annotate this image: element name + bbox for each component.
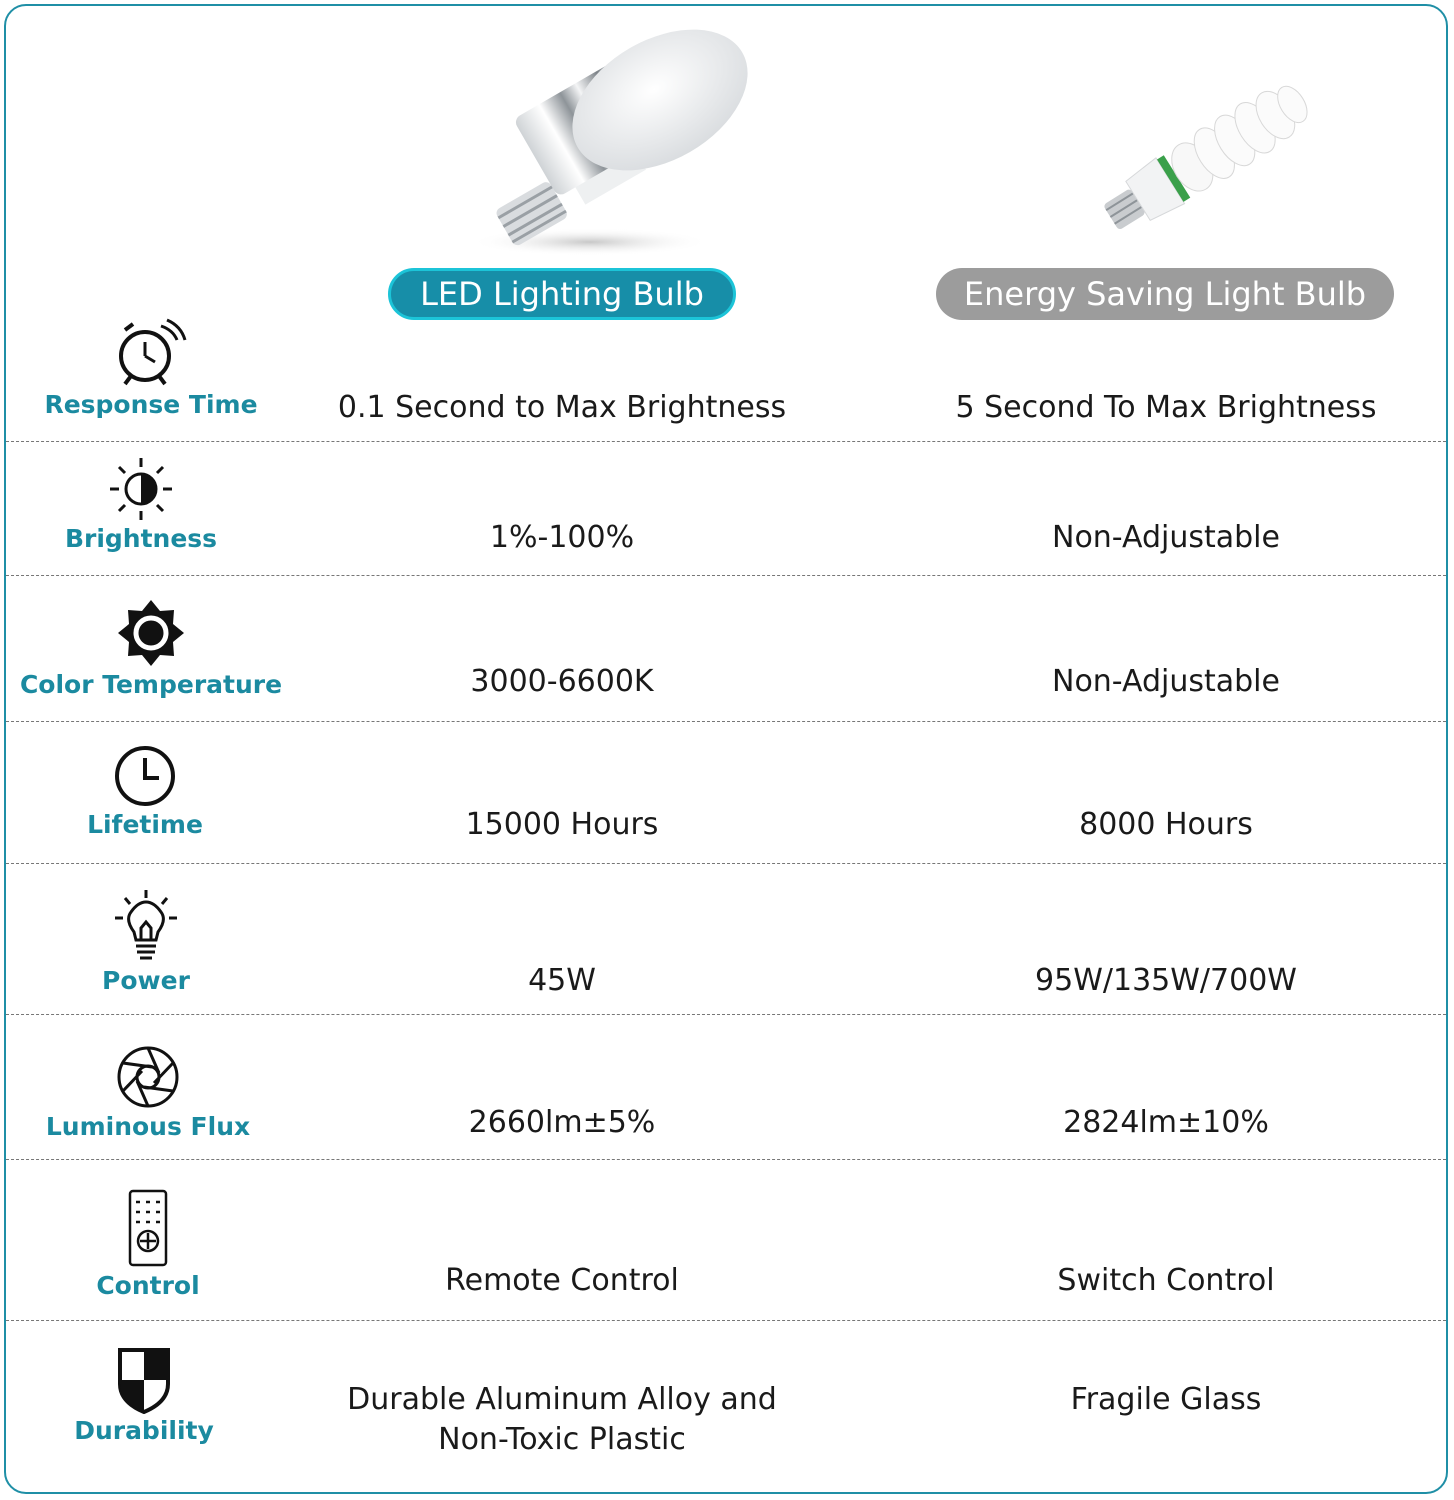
feature-color-temperature [6,598,296,699]
feature-label: Power [102,966,190,995]
feature-response-time [6,318,296,419]
feature-lifetime [0,744,290,839]
led-value: 45W [528,963,596,998]
feature-control [3,1189,293,1300]
led-bulb-image [470,10,760,260]
brightness-icon [106,456,176,522]
feature-label: Lifetime [87,810,203,839]
led-value: 0.1 Second to Max Brightness [337,390,787,425]
esl-value: Non-Adjustable [1052,520,1280,555]
led-value: Durable Aluminum Alloy and Non-Toxic Plastic [347,1382,777,1457]
feature-power [1,888,291,995]
row-divider [6,863,1446,864]
feature-label: Durability [74,1416,214,1445]
alarm-clock-icon [111,318,191,388]
led-value: 1%-100% [489,520,635,555]
row-divider [6,1320,1446,1321]
shield-icon [116,1348,172,1414]
led-value: 2660lm±5% [468,1105,656,1140]
feature-brightness [0,456,286,553]
clock-icon [113,744,177,808]
row-divider [6,1014,1446,1015]
row-divider [6,575,1446,576]
remote-control-icon [123,1189,173,1269]
feature-label: Brightness [64,524,218,553]
led-value: 3000-6600K [470,664,654,699]
esl-value: 5 Second To Max Brightness [955,390,1377,425]
feature-luminous-flux [3,1044,293,1141]
esl-value: Fragile Glass [1070,1382,1262,1417]
sun-gear-icon [116,598,186,668]
row-divider [6,721,1446,722]
led-value: Remote Control [445,1263,679,1298]
energy-saving-product-label: Energy Saving Light Bulb [936,268,1394,320]
light-bulb-icon [111,888,181,964]
feature-label: Response Time [44,390,258,419]
aperture-icon [116,1044,180,1110]
row-divider [6,1159,1446,1160]
feature-durability [0,1348,289,1445]
feature-label: Color Temperature [19,670,283,699]
esl-value: 8000 Hours [1079,807,1253,842]
row-divider [6,441,1446,442]
esl-value: 95W/135W/700W [1035,963,1297,998]
feature-label: Luminous Flux [45,1112,251,1141]
esl-value: Switch Control [1057,1263,1275,1298]
cfl-spiral-bulb-image [1088,62,1318,240]
led-product-label: LED Lighting Bulb [388,268,736,320]
esl-value: Non-Adjustable [1052,664,1280,699]
feature-label: Control [96,1271,200,1300]
led-value: 15000 Hours [465,807,659,842]
esl-value: 2824lm±10% [1063,1105,1269,1140]
